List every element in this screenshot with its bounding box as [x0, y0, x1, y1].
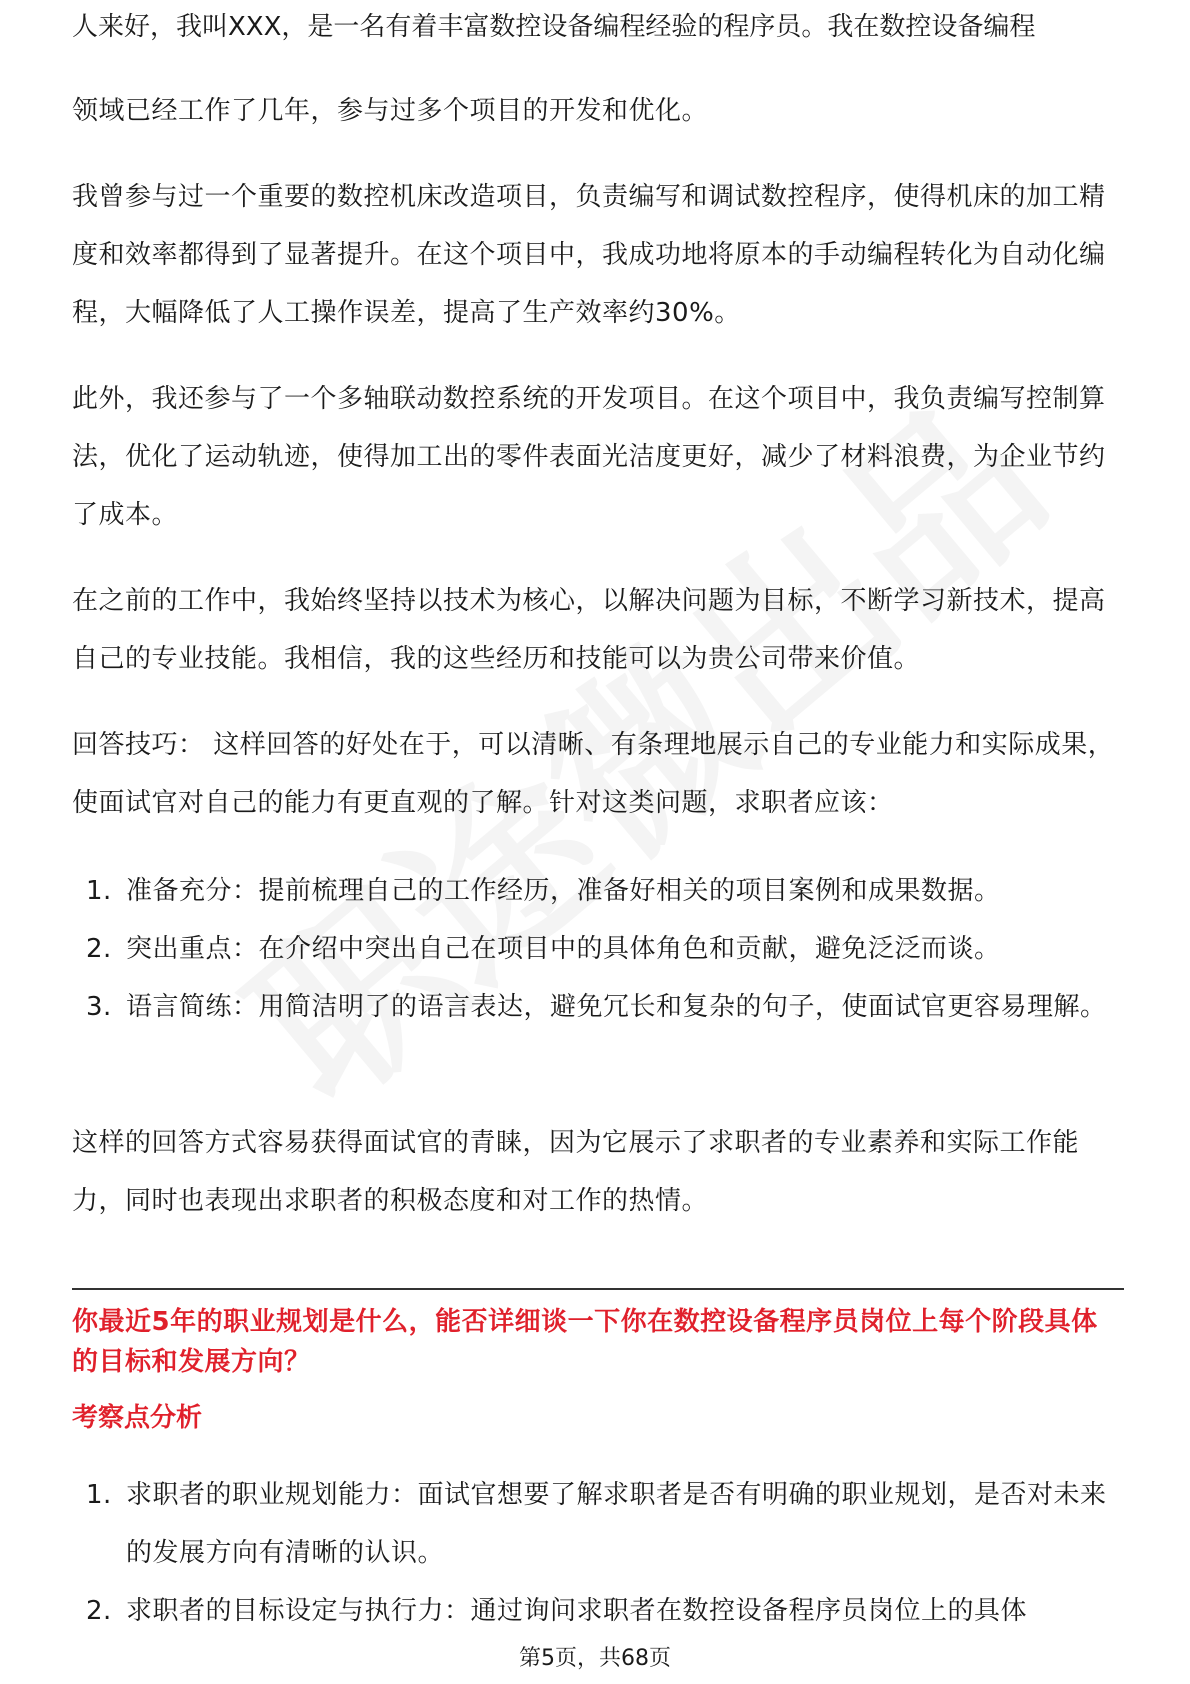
paragraph-3: 此外，我还参与了一个多轴联动数控系统的开发项目。在这个项目中，我负责编写控制算法，优化了运动轨迹，使得加工出的零件表面光洁度更好，减少了材料浪费，为企业节约了成本。 [72, 384, 1106, 530]
list-item [72, 920, 1124, 978]
tips-list [72, 862, 1124, 1036]
list-item-number: 2. [86, 1596, 112, 1626]
list-item-text: 求职者的目标设定与执行力：通过询问求职者在数控设备程序员岗位上的具体 [126, 1596, 1028, 1626]
list-item-text: 准备充分：提前梳理自己的工作经历，准备好相关的项目案例和成果数据。 [126, 876, 1001, 906]
paragraph-1: 领域已经工作了几年，参与过多个项目的开发和优化。 [72, 96, 709, 126]
page-number: 第5页，共68页 [519, 1646, 671, 1671]
list-item [72, 1466, 1124, 1582]
interview-question: 你最近5年的职业规划是什么，能否详细谈一下你在数控设备程序员岗位上每个阶段具体的目标和发展方向？ [72, 1307, 1098, 1377]
closing-paragraph: 这样的回答方式容易获得面试官的青睐，因为它展示了求职者的专业素养和实际工作能力，同时也表现出求职者的积极态度和对工作的热情。 [72, 1128, 1080, 1216]
section-divider [72, 1288, 1124, 1290]
list-item-number: 1. [86, 876, 112, 906]
list-item-number: 3. [86, 992, 112, 1022]
list-item [72, 862, 1124, 920]
cut-off-text-line [72, 12, 1124, 62]
section-title: 考察点分析 [72, 1403, 203, 1433]
cut-off-text: 人来好，我叫XXX，是一名有着丰富数控设备编程经验的程序员。我在数控设备编程 [72, 12, 1036, 42]
answer-tips-paragraph: 回答技巧： 这样回答的好处在于，可以清晰、有条理地展示自己的专业能力和实际成果，使面试官对自己的能力有更直观的了解。针对这类问题，求职者应该： [72, 730, 1115, 818]
analysis-list [72, 1466, 1124, 1640]
list-item-text: 语言简练：用简洁明了的语言表达，避免冗长和复杂的句子，使面试官更容易理解。 [126, 992, 1107, 1022]
list-item-number: 2. [86, 934, 112, 964]
list-item-number: 1. [86, 1480, 112, 1510]
paragraph-2: 我曾参与过一个重要的数控机床改造项目，负责编写和调试数控程序，使得机床的加工精度和效率都得到了显著提升。在这个项目中，我成功地将原本的手动编程转化为自动化编程，大幅降低了人工操作误差，提高了生产效率约30%。 [72, 182, 1106, 328]
list-item-text: 突出重点：在介绍中突出自己在项目中的具体角色和贡献，避免泛泛而谈。 [126, 934, 1001, 964]
list-item-text: 求职者的职业规划能力：面试官想要了解求职者是否有明确的职业规划，是否对未来的发展方向有清晰的认识。 [126, 1480, 1107, 1568]
list-item [72, 978, 1124, 1036]
paragraph-4: 在之前的工作中，我始终坚持以技术为核心，以解决问题为目标，不断学习新技术，提高自己的专业技能。我相信，我的这些经历和技能可以为贵公司带来价值。 [72, 586, 1106, 674]
list-item [72, 1582, 1124, 1640]
